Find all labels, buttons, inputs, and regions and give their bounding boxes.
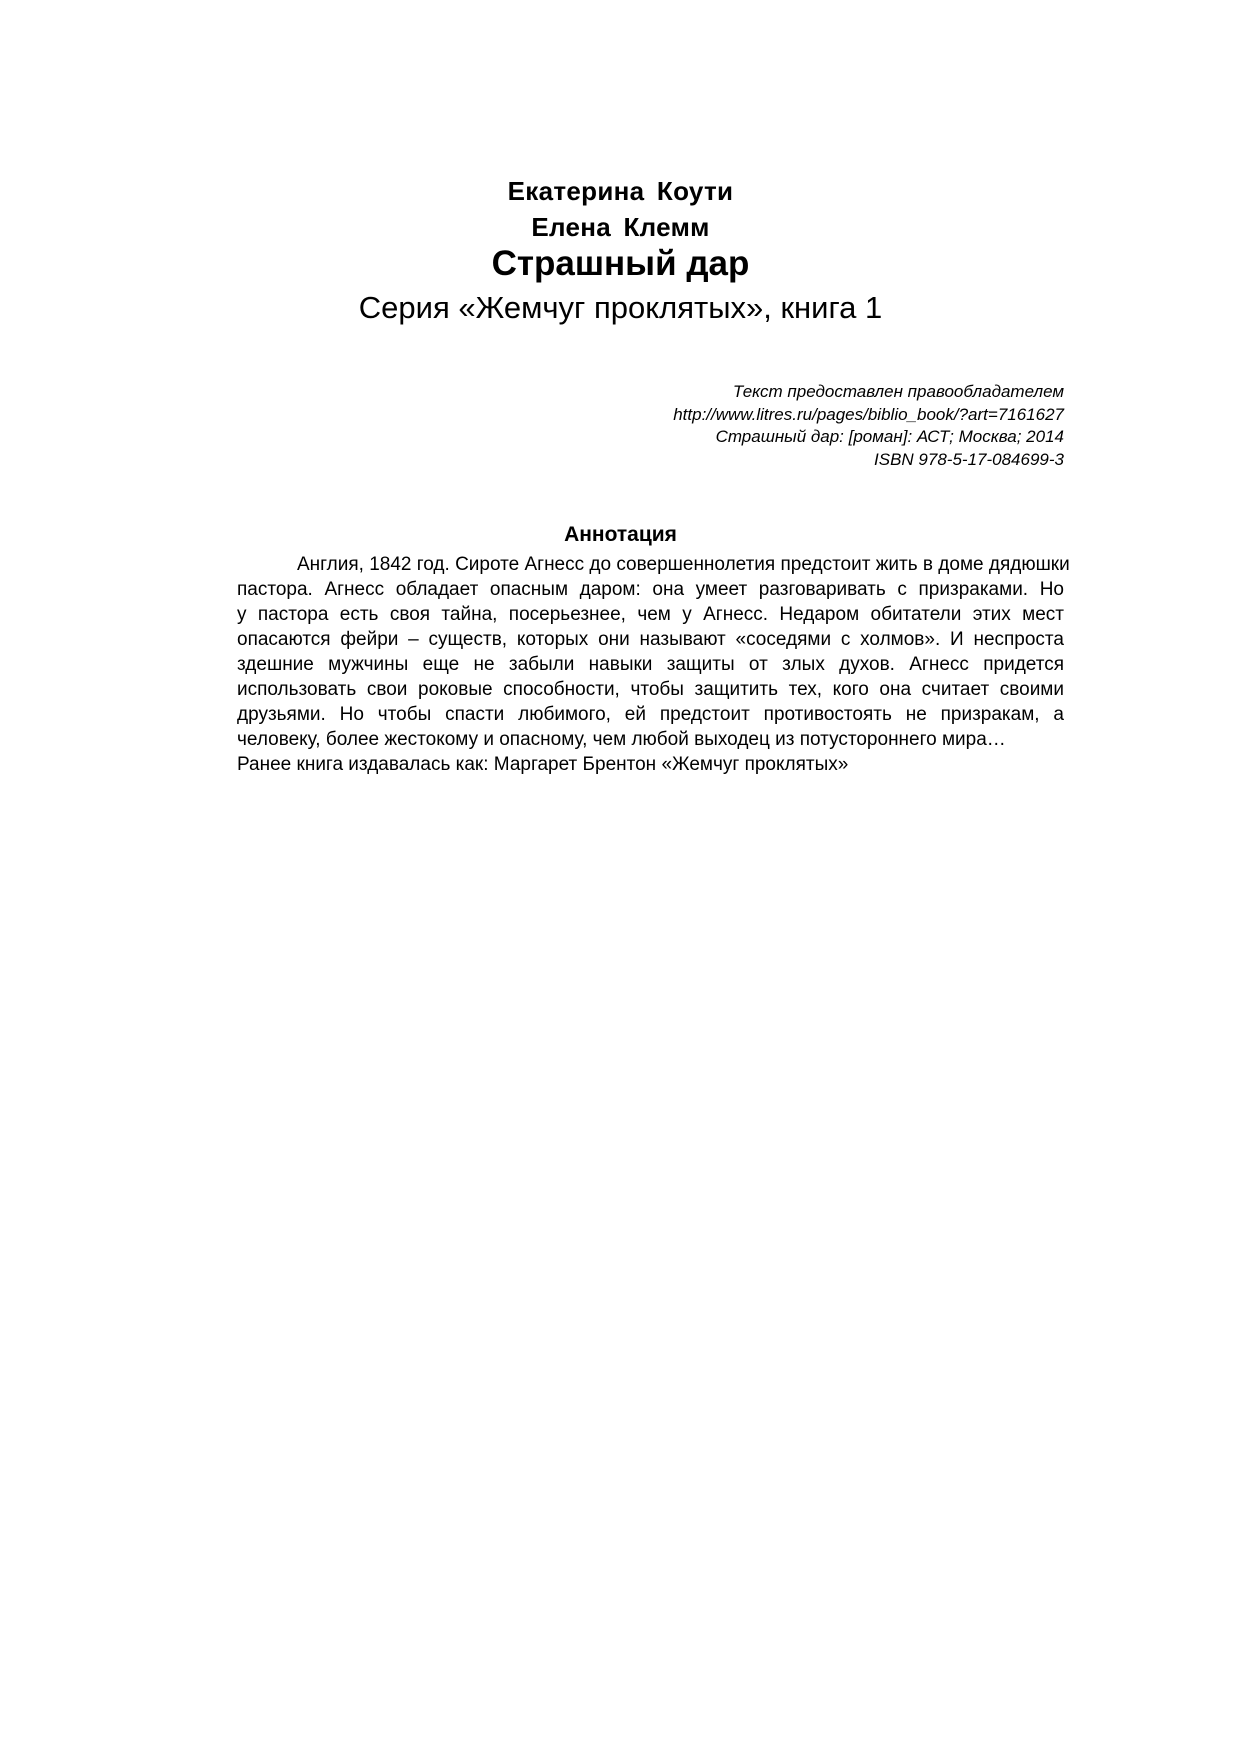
publication-info: Страшный дар: [роман]: АСТ; Москва; 2014 [715,427,1064,446]
publication-meta [673,381,1064,471]
annotation-paragraph-previous-edition: Ранее книга издавалась как: Маргарет Брентон «Жемчуг проклятых» [237,754,849,775]
annotation-line: опасаются фейри – существ, которых они называют «соседями с холмов». И неспроста [237,629,1064,650]
annotation-line: друзьями. Но чтобы спасти любимого, ей предстоит противостоять не призракам, а [237,704,1064,725]
book-title: Страшный дар [491,244,750,283]
annotation-line: пастора. Агнесс обладает опасным даром: она умеет разговаривать с призраками. Но [237,579,1064,600]
annotation-line: человеку, более жестокому и опасному, чем любой выходец из потустороннего мира… [237,729,1006,750]
isbn: ISBN 978-5-17-084699-3 [874,449,1064,469]
annotation-line: здешние мужчины еще не забыли навыки защиты от злых духов. Агнесс придется [237,654,1064,675]
series-subtitle: Серия «Жемчуг проклятых», книга 1 [358,290,883,325]
author-name: Екатерина Коути [507,176,734,206]
source-url: http://www.litres.ru/pages/biblio_book/?art=7161627 [673,404,1064,424]
annotation-heading: Аннотация [564,523,677,546]
annotation-line: использовать свои роковые способности, чтобы защитить тех, кого она считает своими [237,679,1064,700]
provided-by-text: Текст предоставлен правообладателем [732,382,1064,401]
annotation-body [177,552,1070,777]
annotation-paragraph [177,552,1070,752]
author-name: Елена Клемм [531,212,710,242]
annotation-line: у пастора есть своя тайна, посерьезнее, чем у Агнесс. Недаром обитатели этих мест [237,604,1064,625]
annotation-line: Англия, 1842 год. Сироте Агнесс до совершеннолетия предстоит жить в доме дядюшки [297,554,1070,575]
